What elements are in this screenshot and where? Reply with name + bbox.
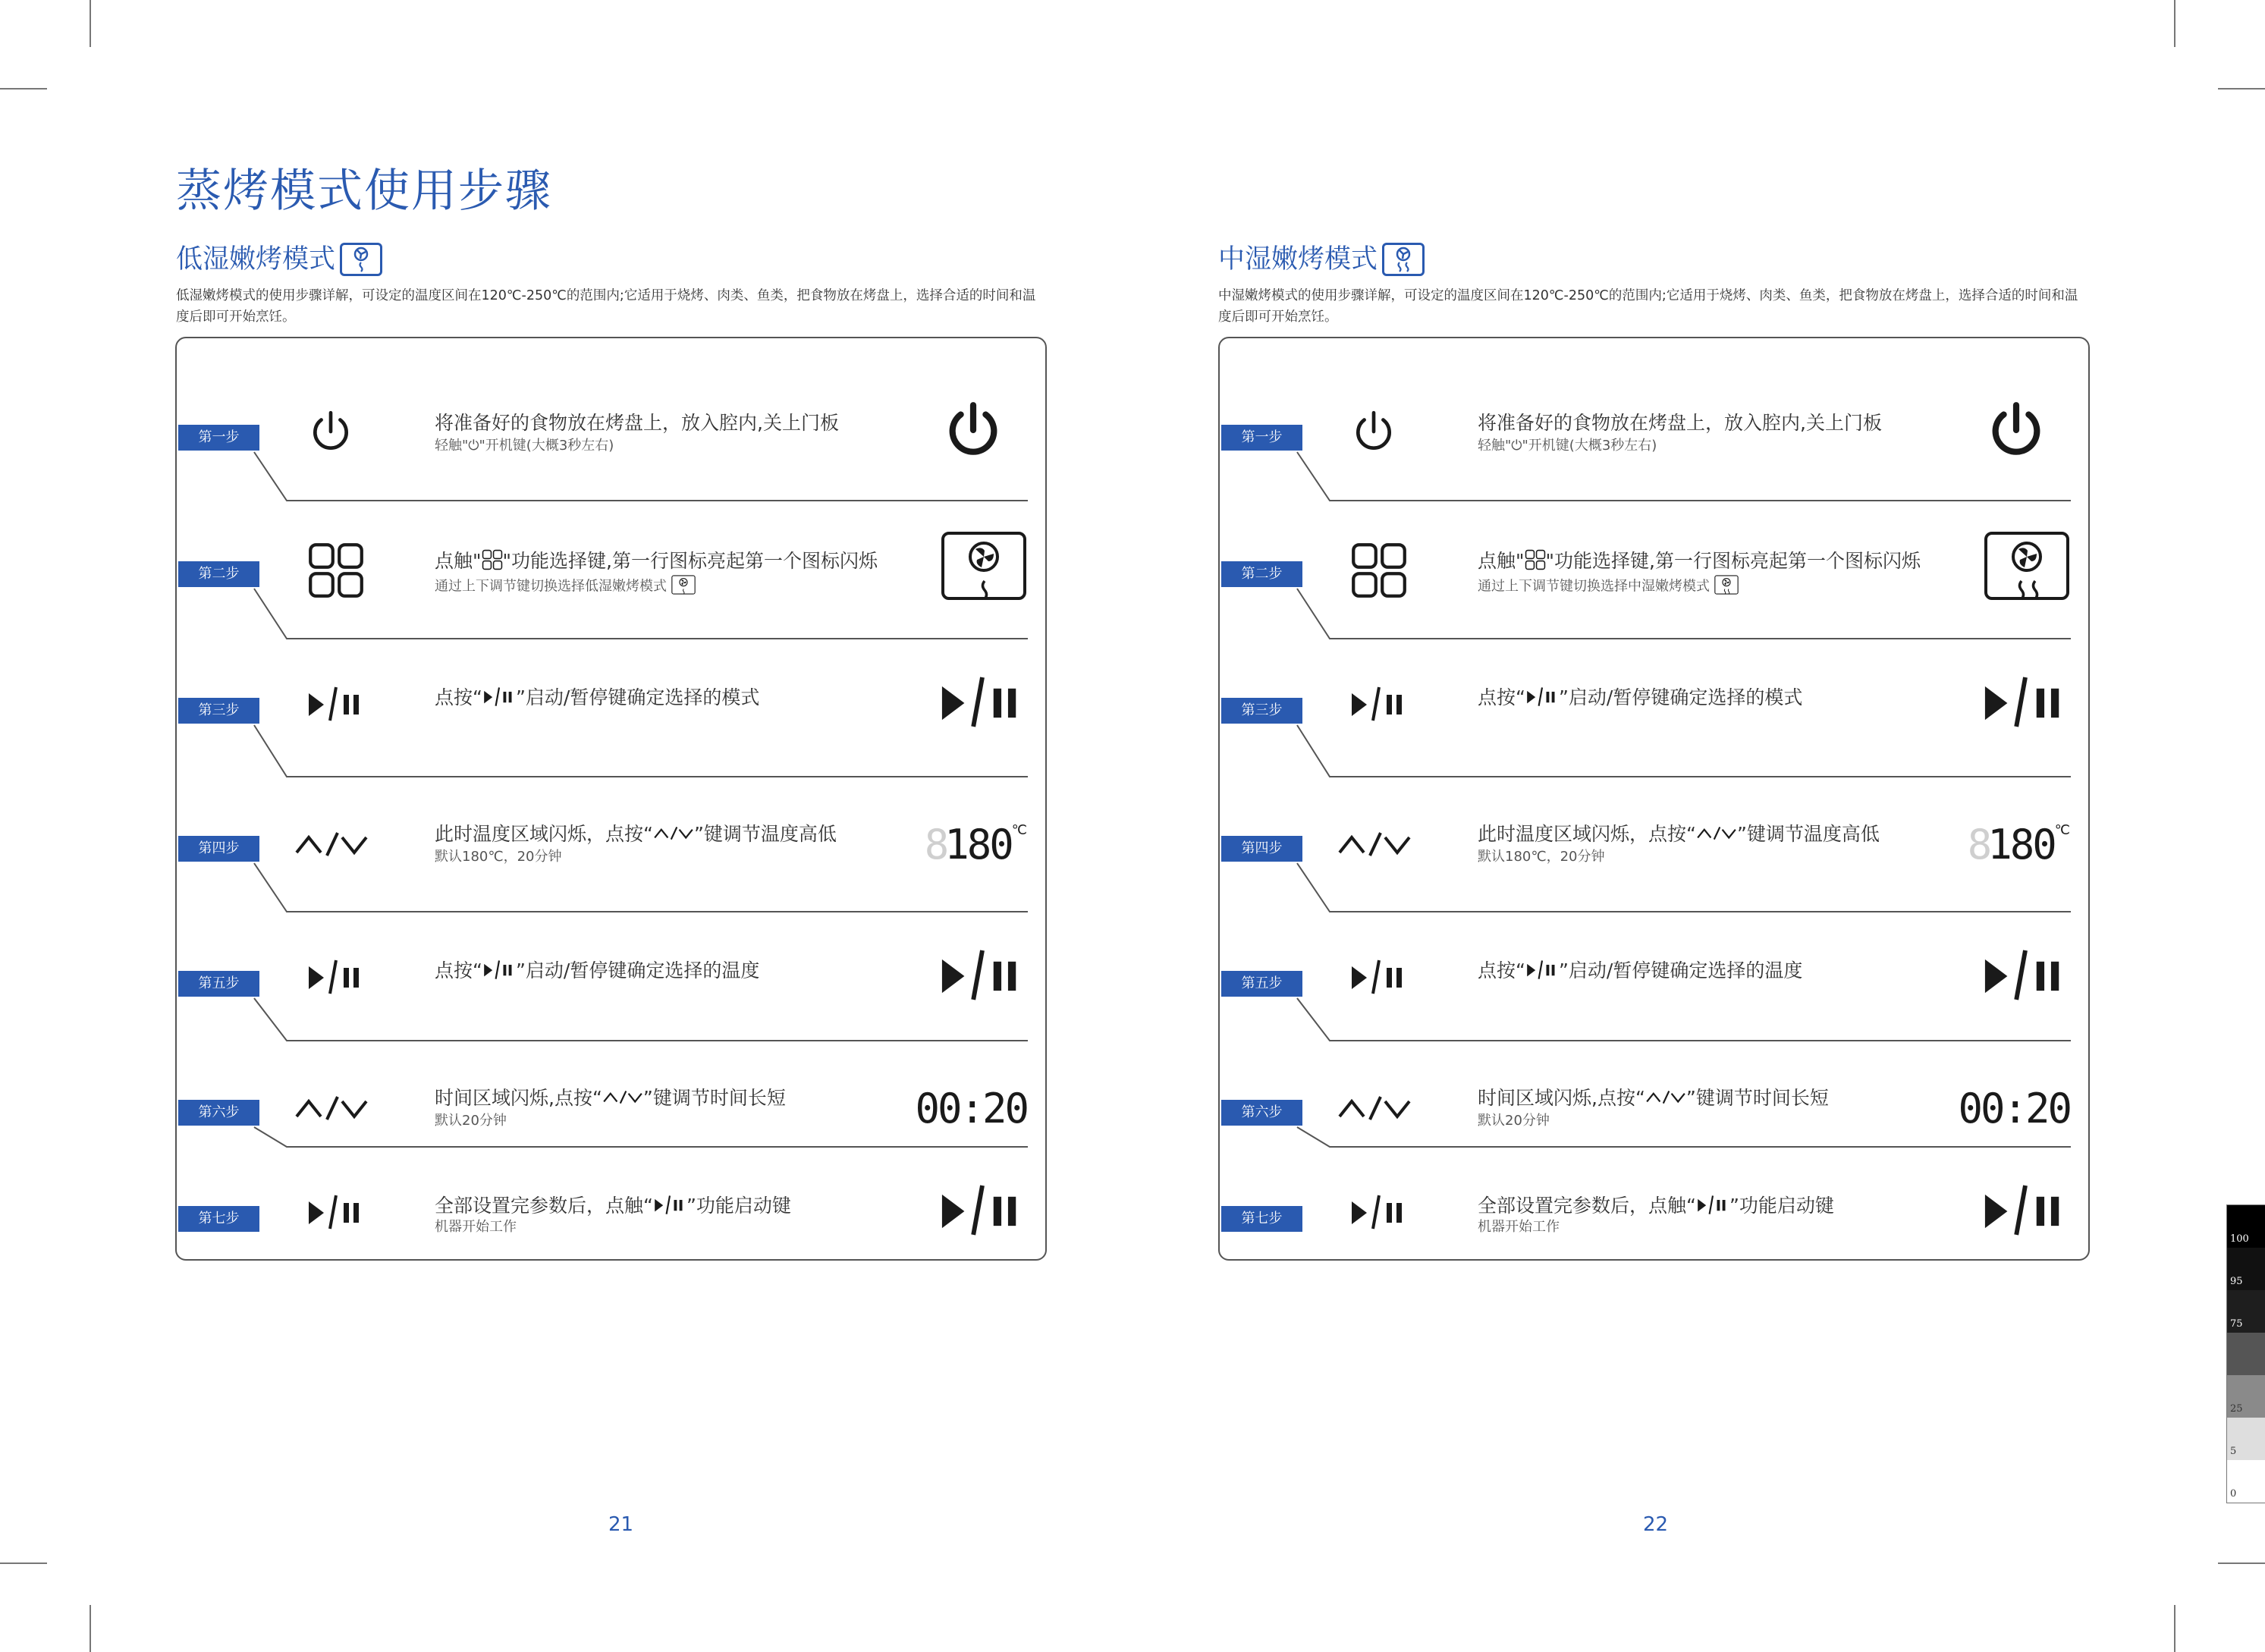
instruction-text: ”启动/暂停键确定选择的模式	[515, 686, 760, 708]
instruction-text: ”键调节时间长短	[642, 1087, 786, 1109]
step-tag: 第二步	[178, 561, 259, 587]
display-digits: 180	[1987, 821, 2055, 868]
section-title	[176, 243, 382, 276]
step-instruction	[435, 686, 759, 711]
step-instruction	[435, 549, 878, 575]
unlit-digit: 8	[1967, 821, 1988, 868]
page-left	[0, 0, 1132, 1652]
step-tag: 第六步	[178, 1100, 259, 1126]
calibration-swatch	[2227, 1460, 2265, 1503]
step-instruction: 将准备好的食物放在烤盘上，放入腔内,关上门板	[435, 412, 839, 434]
display-digits: 00:20	[1958, 1085, 2070, 1132]
temperature-display	[1967, 810, 2070, 886]
instruction-text: 点按“	[1478, 686, 1525, 708]
instruction-text: ”启动/暂停键确定选择的温度	[1558, 959, 1803, 981]
step-tag: 第四步	[1221, 836, 1302, 862]
fan-steam-low-icon	[936, 535, 1027, 611]
play-pause-icon	[1979, 1180, 2070, 1256]
calibration-label: 75	[2230, 1318, 2243, 1330]
step-tag: 第二步	[1221, 561, 1302, 587]
play-pause-icon	[936, 1180, 1027, 1256]
up-down-icon	[602, 1088, 643, 1110]
play-pause-icon	[936, 672, 1027, 748]
instruction-text: ”键调节温度高低	[693, 823, 837, 845]
calibration-swatch	[2227, 1248, 2265, 1290]
instruction-text: "功能选择键,第一行图标亮起第一个图标闪烁	[502, 549, 878, 572]
crop-mark	[2218, 88, 2265, 90]
instruction-text: "功能选择键,第一行图标亮起第一个图标闪烁	[1545, 549, 1921, 572]
unlit-digit: 8	[924, 821, 945, 868]
page-number: 22	[1643, 1513, 1669, 1536]
step-row	[1220, 369, 2088, 505]
step-note	[1478, 575, 1739, 598]
calibration-label: 100	[2230, 1233, 2249, 1245]
function-grid-icon	[1334, 543, 1425, 604]
instruction-text: 点按“	[435, 959, 482, 981]
play-pause-icon	[482, 959, 516, 985]
step-note	[435, 438, 614, 454]
instruction-text: 此时温度区域闪烁，点按“	[1478, 823, 1696, 845]
step-tag: 第六步	[1221, 1100, 1302, 1126]
up-down-icon	[1696, 824, 1737, 846]
step-note-text: 默认20分钟	[1478, 1113, 1550, 1129]
step-tag: 第四步	[178, 836, 259, 862]
step-instruction	[435, 824, 837, 846]
power-icon	[936, 399, 1027, 475]
play-pause-icon	[936, 945, 1027, 1021]
step-row	[177, 1150, 1045, 1286]
step-instruction	[435, 959, 759, 985]
calibration-label: 5	[2230, 1446, 2237, 1457]
instruction-text: ”启动/暂停键确定选择的模式	[1558, 686, 1803, 708]
step-instruction	[1478, 1088, 1829, 1110]
step-tag: 第一步	[178, 425, 259, 451]
fan-steam-medium-icon	[1979, 535, 2070, 611]
step-row	[1220, 642, 2088, 778]
step-row	[177, 642, 1045, 778]
step-note	[1478, 1220, 1560, 1235]
step-note	[1478, 850, 1604, 865]
up-down-icon	[291, 818, 382, 878]
function-grid-icon	[482, 549, 503, 575]
step-tag: 第五步	[178, 971, 259, 997]
calibration-label: 0	[2230, 1488, 2237, 1500]
calibration-label: 95	[2230, 1276, 2243, 1287]
play-pause-icon	[1696, 1194, 1729, 1220]
display-digits: 00:20	[915, 1085, 1027, 1132]
step-row	[177, 505, 1045, 642]
step-note	[435, 1220, 517, 1235]
step-note-text: 默认180℃，20分钟	[1478, 849, 1605, 865]
step-instruction	[1478, 686, 1802, 711]
step-note-text: 机器开始工作	[1478, 1219, 1560, 1235]
section-description: 低湿嫩烤模式的使用步骤详解，可设定的温度区间在120℃-250℃的范围内;它适用于烧烤、肉类、鱼类，把食物放在烤盘上，选择合适的时间和温度后即可开始烹饪。	[176, 288, 1036, 325]
page-right	[1044, 0, 2176, 1652]
section-title-text: 低湿嫩烤模式	[176, 243, 336, 275]
section-description: 中湿嫩烤模式的使用步骤详解，可设定的温度区间在120℃-250℃的范围内;它适用于烧烤、肉类、鱼类，把食物放在烤盘上，选择合适的时间和温度后即可开始烹饪。	[1218, 288, 2078, 325]
step-row	[1220, 1150, 2088, 1286]
step-instruction	[1478, 549, 1921, 575]
step-instruction	[1478, 959, 1802, 985]
power-icon	[1979, 399, 2070, 475]
fan-steam-low-icon	[667, 575, 696, 598]
fan-steam-medium-icon	[1710, 575, 1739, 598]
instruction-text: ”功能启动键	[1729, 1194, 1834, 1217]
power-icon	[291, 407, 382, 467]
step-note	[435, 575, 696, 598]
calibration-swatch	[2227, 1205, 2265, 1248]
step-instruction	[1478, 824, 1880, 846]
instruction-text: 点触"	[435, 549, 482, 572]
play-pause-icon	[1979, 945, 2070, 1021]
instruction-text: 点触"	[1478, 549, 1525, 572]
play-pause-icon	[482, 686, 516, 711]
power-icon	[1334, 407, 1425, 467]
up-down-icon	[1334, 1082, 1425, 1142]
instruction-text: 点按“	[435, 686, 482, 708]
instruction-text: 此时温度区域闪烁，点按“	[435, 823, 653, 845]
display-digits: 180	[944, 821, 1012, 868]
play-pause-icon	[653, 1194, 686, 1220]
step-note-text: 通过上下调节键切换选择中湿嫩烤模式	[1478, 578, 1710, 595]
function-grid-icon	[291, 543, 382, 604]
calibration-swatch	[2227, 1418, 2265, 1460]
step-note-text: 默认20分钟	[435, 1113, 507, 1129]
instruction-text: 全部设置完参数后，点触“	[435, 1194, 653, 1217]
step-note	[435, 1113, 507, 1129]
fan-steam-medium-icon	[1382, 243, 1425, 276]
step-tag: 第三步	[178, 698, 259, 724]
step-note-text: 通过上下调节键切换选择低湿嫩烤模式	[435, 578, 667, 595]
play-pause-icon	[291, 1188, 382, 1248]
calibration-swatch	[2227, 1290, 2265, 1333]
function-grid-icon	[1525, 549, 1546, 575]
time-display	[915, 1074, 1027, 1150]
step-instruction	[435, 1088, 786, 1110]
calibration-label: 25	[2230, 1403, 2243, 1415]
up-down-icon	[1645, 1088, 1686, 1110]
step-row	[1220, 505, 2088, 642]
temperature-unit: ℃	[2054, 822, 2070, 838]
crop-mark	[2218, 1562, 2265, 1564]
fan-steam-low-icon	[340, 243, 382, 276]
temperature-unit: ℃	[1011, 822, 1027, 838]
play-pause-icon	[1525, 959, 1559, 985]
step-row	[177, 369, 1045, 505]
instruction-text: 点按“	[1478, 959, 1525, 981]
play-pause-icon	[1334, 1188, 1425, 1248]
instruction-text: ”键调节时间长短	[1685, 1087, 1829, 1109]
step-note-text: 默认180℃，20分钟	[435, 849, 562, 865]
play-pause-icon	[1334, 953, 1425, 1013]
page-title: 蒸烤模式使用步骤	[176, 165, 552, 218]
step-instruction	[435, 1194, 791, 1220]
step-tag: 第七步	[178, 1206, 259, 1232]
step-note	[1478, 438, 1657, 454]
step-note	[435, 850, 561, 865]
play-pause-icon	[1334, 680, 1425, 740]
play-pause-icon	[291, 953, 382, 1013]
up-down-icon	[653, 824, 694, 846]
instruction-text: ”功能启动键	[686, 1194, 791, 1217]
play-pause-icon	[1979, 672, 2070, 748]
step-row	[1220, 780, 2088, 916]
step-instruction	[1478, 1194, 1834, 1220]
temperature-display	[924, 810, 1027, 886]
calibration-swatch	[2227, 1375, 2265, 1418]
steps-panel	[175, 337, 1047, 1261]
step-tag: 第三步	[1221, 698, 1302, 724]
step-note-text: 轻触"⏻"开机键(大概3秒左右)	[1478, 438, 1657, 454]
section-title-text: 中湿嫩烤模式	[1218, 243, 1378, 275]
instruction-text: 时间区域闪烁,点按“	[1478, 1087, 1645, 1109]
step-row	[1220, 915, 2088, 1051]
play-pause-icon	[1525, 686, 1559, 711]
up-down-icon	[1334, 818, 1425, 878]
instruction-text: ”键调节温度高低	[1736, 823, 1880, 845]
step-note-text: 轻触"⏻"开机键(大概3秒左右)	[435, 438, 614, 454]
step-tag: 第五步	[1221, 971, 1302, 997]
step-note	[1478, 1113, 1550, 1129]
time-display	[1958, 1074, 2070, 1150]
step-instruction: 将准备好的食物放在烤盘上，放入腔内,关上门板	[1478, 412, 1882, 434]
step-tag: 第七步	[1221, 1206, 1302, 1232]
step-row	[177, 780, 1045, 916]
instruction-text: ”启动/暂停键确定选择的温度	[515, 959, 760, 981]
step-tag: 第一步	[1221, 425, 1302, 451]
up-down-icon	[291, 1082, 382, 1142]
page-number: 21	[608, 1513, 634, 1536]
instruction-text: 全部设置完参数后，点触“	[1478, 1194, 1696, 1217]
calibration-bar	[2226, 1204, 2265, 1503]
step-row	[177, 915, 1045, 1051]
steps-panel	[1218, 337, 2090, 1261]
play-pause-icon	[291, 680, 382, 740]
instruction-text: 时间区域闪烁,点按“	[435, 1087, 602, 1109]
step-note-text: 机器开始工作	[435, 1219, 517, 1235]
section-title	[1218, 243, 1425, 276]
calibration-swatch	[2227, 1333, 2265, 1375]
